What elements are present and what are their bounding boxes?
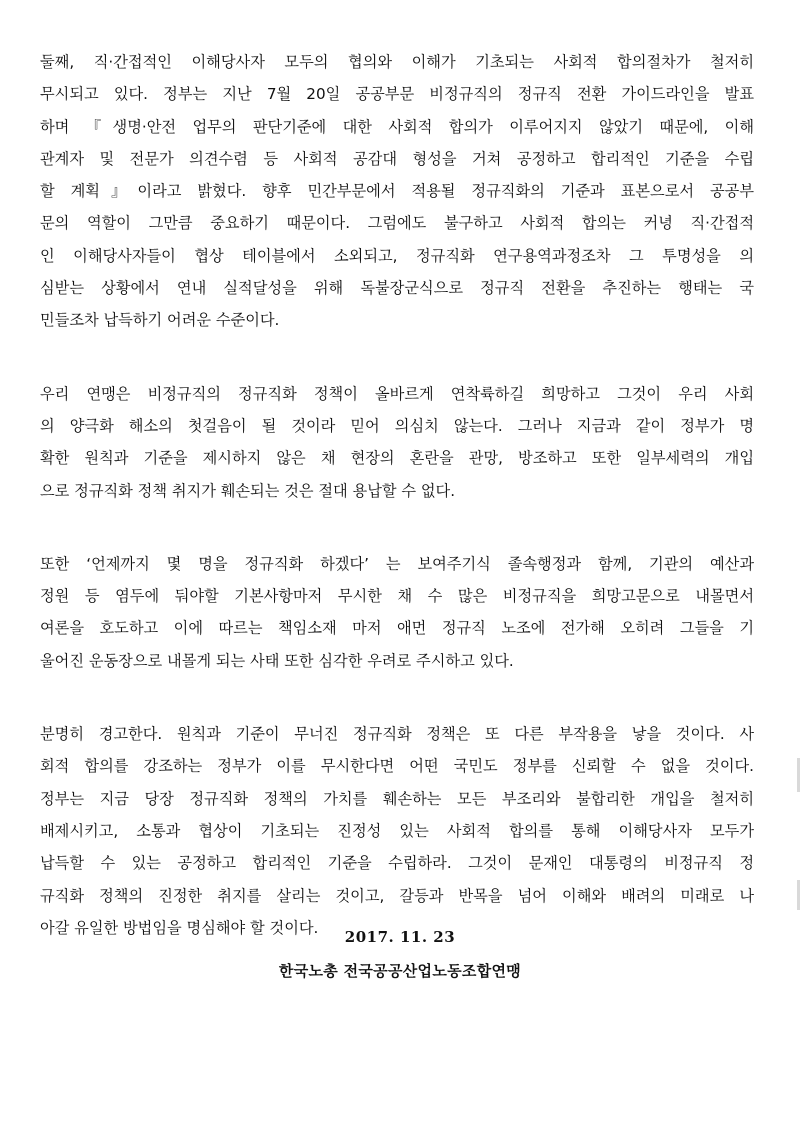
paragraph-federation-position — [40, 378, 754, 507]
paragraph-second-point — [40, 46, 754, 337]
statement-body — [40, 46, 754, 985]
text-line: 또한 ‘언제까지 몇 명을 정규직화 하겠다’ 는 보여주기식 졸속행정과 함께, 기관의 예산과 — [40, 554, 754, 573]
text-line: 하며 『생명·안전 업무의 판단기준에 대한 사회적 합의가 이루어지지 않았기 때문에, 이해 — [40, 117, 754, 136]
text-line: 민들조차 납득하기 어려운 수준이다. — [40, 311, 280, 330]
text-line: 여론을 호도하고 이에 따르는 책임소재 마저 애먼 정규직 노조에 전가해 오히려 그들을 기 — [40, 619, 754, 638]
text-line: 인 이해당사자들이 협상 테이블에서 소외되고, 정규직화 연구용역과정조차 그 투명성을 의 — [40, 246, 754, 265]
text-line: 납득할 수 있는 공정하고 합리적인 기준을 수립하라. 그것이 문재인 대통령의 비정규직 정 — [40, 854, 754, 873]
statement-date: 2017. 11. 23 — [344, 928, 456, 946]
text-line: 울어진 운동장으로 내몰게 되는 사태 또한 심각한 우려로 주시하고 있다. — [40, 651, 514, 670]
text-line: 둘째, 직·간접적인 이해당사자 모두의 협의와 이해가 기초되는 사회적 합의절차가 철저히 — [40, 53, 754, 71]
text-line: 확한 원칙과 기준을 제시하지 않은 채 현장의 혼란을 관망, 방조하고 또한 일부세력의 개입 — [40, 449, 754, 468]
text-line: 규직화 정책의 진정한 취지를 살리는 것이고, 갈등과 반목을 넘어 이해와 배려의 미래로 나 — [40, 886, 754, 905]
paragraph-concern — [40, 548, 754, 677]
text-line: 우리 연맹은 비정규직의 정규직화 정책이 올바르게 연착륙하길 희망하고 그것이 우리 사회 — [40, 384, 754, 403]
text-line: 아갈 유일한 방법임을 명심해야 할 것이다. — [40, 918, 319, 937]
text-line: 정원 등 염두에 둬야할 기본사항마저 무시한 채 수 많은 비정규직을 희망고문으로 내몰면서 — [40, 587, 754, 606]
text-line: 배제시키고, 소통과 협상이 기초되는 진정성 있는 사회적 합의를 통해 이해당사자 모두가 — [40, 821, 754, 840]
text-line: 관계자 및 전문가 의견수렴 등 사회적 공감대 형성을 거쳐 공정하고 합리적인 기준을 수립 — [40, 149, 754, 168]
text-line: 심받는 상황에서 연내 실적달성을 위해 독불장군식으로 정규직 전환을 추진하는 행태는 국 — [40, 279, 754, 298]
text-line: 무시되고 있다. 정부는 지난 7월 20일 공공부문 비정규직의 정규직 전환 가이드라인을 발표 — [40, 85, 754, 104]
text-line: 정부는 지금 당장 정규직화 정책의 가치를 훼손하는 모든 부조리와 불합리한 개입을 철저히 — [40, 789, 754, 808]
text-line: 으로 정규직화 정책 취지가 훼손되는 것은 절대 용납할 수 없다. — [40, 481, 456, 500]
text-line: 문의 역할이 그만큼 중요하기 때문이다. 그럼에도 불구하고 사회적 합의는 커녕 직·간접적 — [40, 214, 754, 233]
text-line: 분명히 경고한다. 원칙과 기준이 무너진 정규직화 정책은 또 다른 부작용을 낳을 것이다. 사 — [40, 725, 754, 744]
text-line: 의 양극화 해소의 첫걸음이 될 것이라 믿어 의심치 않는다. 그러나 지금과 같이 정부가 명 — [40, 416, 754, 435]
issuing-organization: 한국노총 전국공공산업노동조합연맹 — [278, 962, 522, 980]
text-line: 회적 합의를 강조하는 정부가 이를 무시한다면 어떤 국민도 정부를 신뢰할 수 없을 것이다. — [40, 757, 754, 776]
text-line: 할 계획』이라고 밝혔다. 향후 민간부문에서 적용될 정규직화의 기준과 표본으로서 공공부 — [40, 182, 754, 201]
paragraph-warning — [40, 718, 754, 944]
